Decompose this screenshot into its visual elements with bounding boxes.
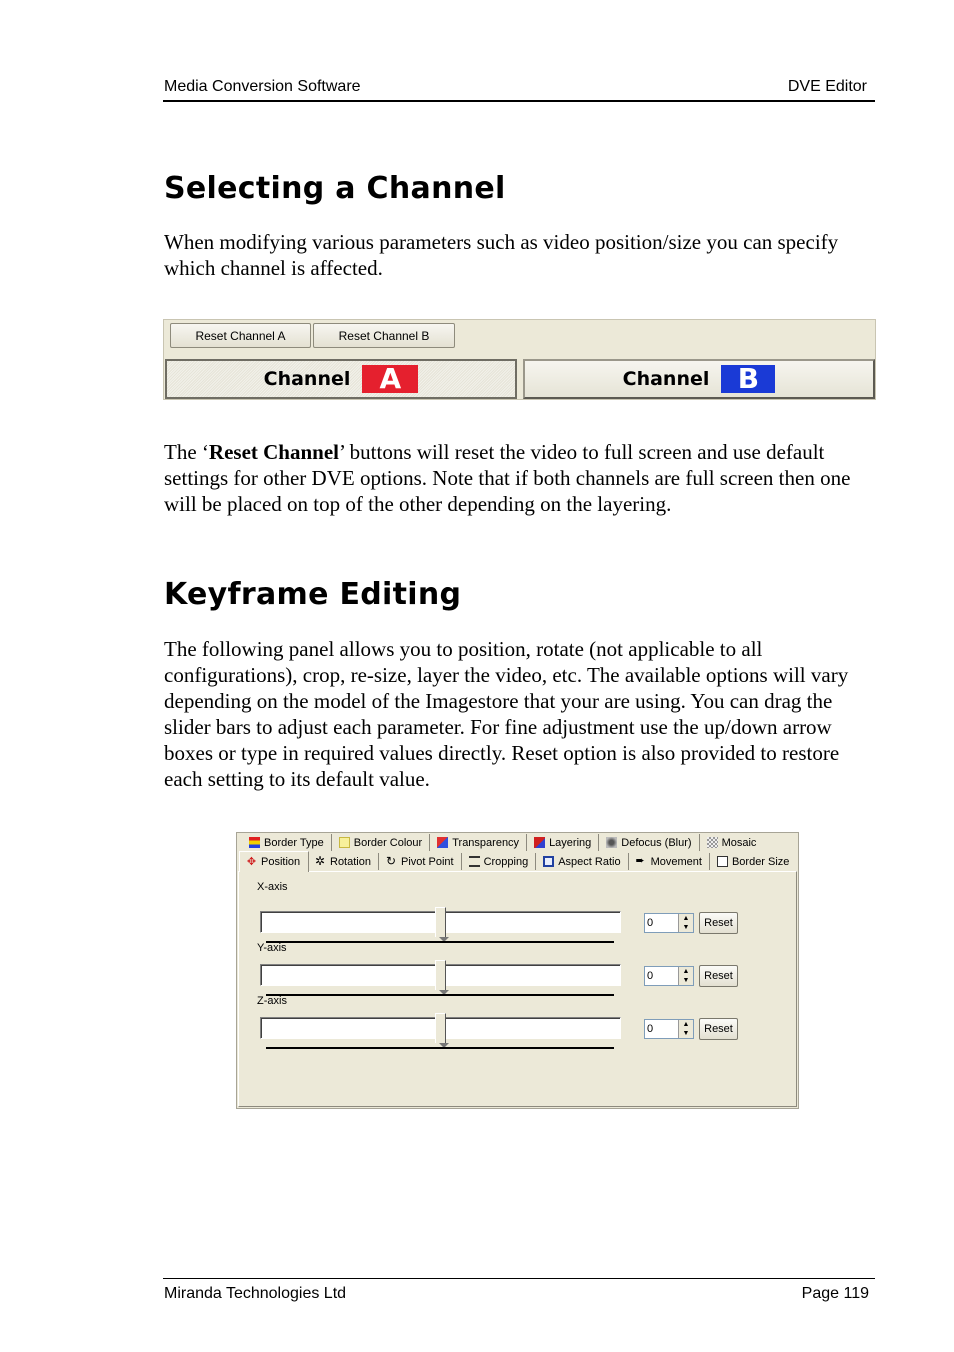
mosaic-icon <box>707 837 718 848</box>
tab-cropping[interactable] <box>462 853 537 870</box>
tab-label: Pivot Point <box>400 855 454 868</box>
position-tab-page <box>238 871 797 1107</box>
tab-position[interactable] <box>239 851 309 872</box>
header-section: DVE Editor <box>787 78 867 95</box>
spin-arrows-icon[interactable]: ▲ ▼ <box>678 967 693 985</box>
page-number: Page 119 <box>801 1285 869 1302</box>
keyframe-panel <box>236 832 799 1109</box>
tab-movement[interactable] <box>629 853 710 870</box>
channel-a-label: Channel <box>263 368 351 390</box>
tab-border-type[interactable] <box>239 834 332 851</box>
y-axis-value: 0 <box>647 970 654 982</box>
tab-row-1 <box>239 834 763 852</box>
border-colour-icon <box>339 837 350 848</box>
para-bold: Reset Channel <box>208 440 339 464</box>
section-title-keyframe-editing: Keyframe Editing <box>164 577 462 612</box>
tab-pivot-point[interactable] <box>379 853 462 870</box>
tab-label: Border Type <box>264 836 324 849</box>
tab-aspect-ratio[interactable] <box>536 853 628 870</box>
channel-a-badge: A <box>362 365 418 393</box>
tab-label: Cropping <box>483 855 529 868</box>
crop-icon <box>469 856 480 867</box>
intro-paragraph: When modifying various parameters such as video position/size you can specify which channel is affected. <box>164 230 839 280</box>
channel-a-button[interactable] <box>165 359 517 399</box>
tab-label: Layering <box>549 836 592 849</box>
defocus-icon <box>606 837 617 848</box>
para-post: ’ buttons will reset the video to full screen and use default settings for other DVE options. Note that if both channels are full screen then one will be placed on top of the other depending on the layering. <box>164 440 851 516</box>
y-axis-label: Y-axis <box>257 942 287 954</box>
spin-arrows-icon[interactable]: ▲ ▼ <box>678 1020 693 1038</box>
aspect-ratio-icon <box>543 856 554 867</box>
z-axis-value: 0 <box>647 1023 654 1035</box>
x-axis-value: 0 <box>647 917 654 929</box>
tab-label: Position <box>261 856 301 868</box>
tab-label: Border Size <box>731 855 790 868</box>
channel-b-badge: B <box>721 365 775 393</box>
tab-label: Defocus (Blur) <box>621 836 692 849</box>
y-axis-value-input[interactable] <box>644 966 694 986</box>
tab-label: Aspect Ratio <box>558 855 621 868</box>
tab-border-size[interactable] <box>710 853 796 870</box>
tab-label: Mosaic <box>721 836 757 849</box>
tab-label: Border Colour <box>353 836 423 849</box>
z-axis-value-input[interactable] <box>644 1019 694 1039</box>
keyframe-paragraph: The following panel allows you to position, rotate (not applicable to all configurations), crop, re-size, layer the video, etc. The available options will vary depending on the model of the Imagestore that your are using. You can drag the slider bars to adjust each parameter. For fine adjustment use the up/down arrow boxes or type in required values directly. Reset option is also provided to restore each setting to its default value. <box>164 637 849 791</box>
page-header <box>163 76 875 102</box>
y-axis-reset-button[interactable]: Reset <box>699 965 738 987</box>
border-type-icon <box>249 837 260 848</box>
x-axis-slider-thumb[interactable] <box>435 907 446 937</box>
gear-icon: ✲ <box>315 854 326 868</box>
tab-mosaic[interactable] <box>700 834 764 851</box>
channel-panel <box>163 319 876 400</box>
reset-channel-a-button[interactable]: Reset Channel A <box>170 323 311 348</box>
y-axis-tick-line <box>266 994 614 996</box>
y-axis-slider-thumb[interactable] <box>435 960 446 990</box>
x-axis-reset-button[interactable]: Reset <box>699 912 738 934</box>
tab-label: Rotation <box>330 855 371 868</box>
channel-b-label: Channel <box>622 368 710 390</box>
x-axis-tick-line <box>266 941 614 943</box>
para-pre: The ‘ <box>164 440 209 464</box>
section-title-selecting-channel: Selecting a Channel <box>164 171 506 206</box>
movement-icon: ➨ <box>635 855 645 867</box>
reset-channel-paragraph <box>164 439 876 517</box>
border-size-icon <box>717 856 728 867</box>
reset-channel-b-button[interactable]: Reset Channel B <box>313 323 455 348</box>
tab-label: Transparency <box>452 836 520 849</box>
tab-transparency[interactable] <box>430 834 527 851</box>
channel-b-button[interactable] <box>523 359 875 399</box>
tab-rotation[interactable] <box>309 853 379 870</box>
transparency-icon <box>437 837 448 848</box>
tab-border-colour[interactable] <box>332 834 430 851</box>
layering-icon <box>534 837 545 848</box>
tab-label: Movement <box>650 855 702 868</box>
z-axis-slider-thumb[interactable] <box>435 1013 446 1043</box>
tab-defocus[interactable] <box>599 834 699 851</box>
tab-layering[interactable] <box>527 834 599 851</box>
pivot-icon: ↻ <box>385 854 397 868</box>
header-title: Media Conversion Software <box>164 78 361 95</box>
footer-company: Miranda Technologies Ltd <box>164 1285 347 1302</box>
tab-row-2 <box>309 853 796 871</box>
x-axis-value-input[interactable] <box>644 913 694 933</box>
z-axis-tick-line <box>266 1047 614 1049</box>
z-axis-reset-button[interactable]: Reset <box>699 1018 738 1040</box>
page-footer <box>163 1278 875 1302</box>
position-icon: ✥ <box>246 855 257 868</box>
x-axis-label: X-axis <box>257 881 288 893</box>
spin-arrows-icon[interactable]: ▲ ▼ <box>678 914 693 932</box>
z-axis-label: Z-axis <box>257 995 287 1007</box>
